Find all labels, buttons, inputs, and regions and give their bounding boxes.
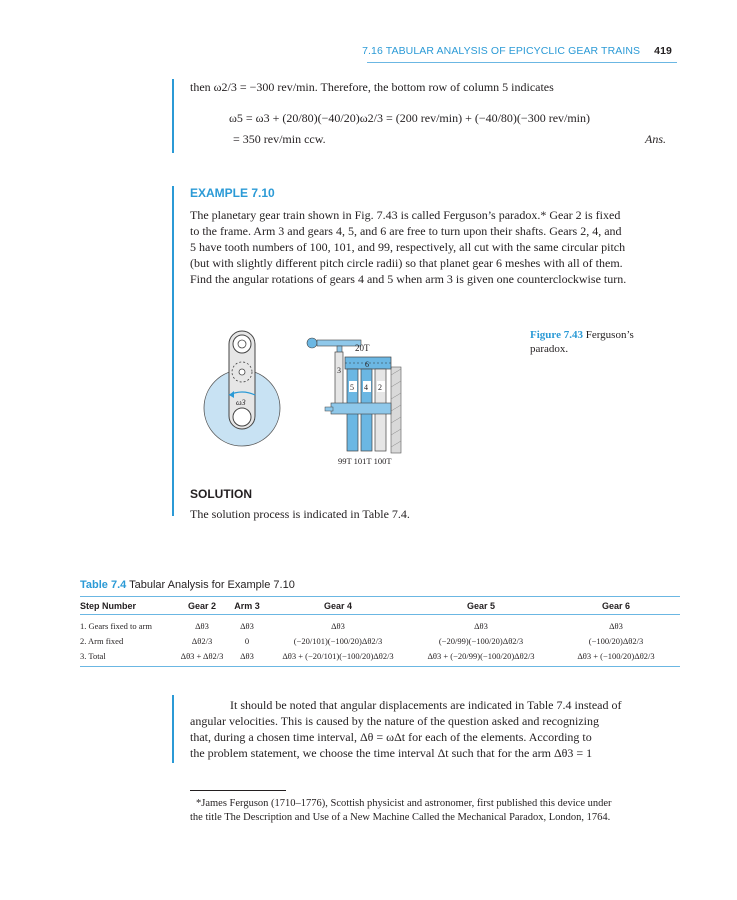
text-line: then ω2/3 = −300 rev/min. Therefore, the bottom row of column 5 indicates	[190, 80, 554, 94]
column-header: Gear 4	[323, 601, 353, 611]
table-cell: Δθ3 + (−20/99)(−100/20)Δθ2/3	[427, 650, 535, 661]
table-cell: Δθ3 + (−20/101)(−100/20)Δθ2/3	[282, 650, 394, 661]
example-title: EXAMPLE 7.10	[190, 186, 275, 200]
solution-text: The solution process is indicated in Table 7.4.	[190, 507, 410, 521]
table-cell: (−20/99)(−100/20)Δθ2/3	[438, 635, 524, 646]
column-header: Gear 6	[601, 601, 631, 611]
table-cell: Δθ3	[240, 620, 254, 631]
footnote-line: *James Ferguson (1710–1776), Scottish physicist and astronomer, first published this device under	[196, 798, 612, 809]
table-cell: Δθ3	[331, 620, 345, 631]
table-label: Table 7.4	[80, 579, 127, 591]
text-line: (but with slightly different pitch circle radii) so that planet gear 6 meshes with all of them.	[190, 256, 623, 270]
table-cell: 3. Total	[80, 650, 106, 661]
table-row	[80, 648, 680, 663]
table-cell: Δθ2/3	[191, 635, 213, 646]
table-header-row	[80, 598, 680, 615]
running-header	[300, 45, 672, 57]
table-cell: Δθ3 + (−100/20)Δθ2/3	[577, 650, 655, 661]
table-cell: Δθ3	[240, 650, 254, 661]
footnote	[190, 797, 680, 825]
column-header: Arm 3	[234, 601, 260, 611]
column-header: Gear 5	[466, 601, 496, 611]
section-title: 7.16 TABULAR ANALYSIS OF EPICYCLIC GEAR TRAINS	[362, 45, 641, 57]
omega-label: ω3	[236, 398, 246, 407]
header-rule	[367, 62, 677, 63]
footnote-rule	[190, 790, 286, 791]
table-cell: Δθ3 + Δθ2/3	[180, 650, 224, 661]
table-cell: 2. Arm fixed	[80, 635, 124, 646]
figure-label: Figure 7.43	[530, 329, 583, 341]
caption-text: Ferguson’s	[585, 329, 634, 341]
text-line: 5 have tooth numbers of 100, 101, and 99, respectively, all cut with the same circular pitch	[190, 240, 626, 254]
margin-bar	[172, 695, 174, 763]
solution-title: SOLUTION	[190, 487, 252, 501]
tooth-count-labels: 99T 101T 100T	[338, 456, 392, 466]
table-cell: (−20/101)(−100/20)Δθ2/3	[293, 635, 383, 646]
label-gear6: 6	[365, 360, 369, 369]
text-line: that, during a chosen time interval, Δθ = ωΔt for each of the elements. According to	[190, 730, 592, 744]
table-cell: Δθ3	[609, 620, 623, 631]
table-cell: 1. Gears fixed to arm	[80, 620, 152, 631]
analysis-table	[80, 598, 680, 667]
text-line: It should be noted that angular displacements are indicated in Table 7.4 instead of	[230, 698, 622, 712]
table-row	[80, 618, 680, 633]
margin-bar	[172, 186, 174, 516]
label-gear5: 5	[350, 383, 354, 392]
label-arm3: 3	[337, 366, 341, 375]
equation-line: ω5 = ω3 + (20/80)(−40/20)ω2/3 = (200 rev/min) + (−40/80)(−300 rev/min)	[229, 111, 591, 125]
margin-bar	[172, 79, 174, 153]
label-gear4: 4	[364, 383, 368, 392]
table-title	[80, 579, 295, 591]
text-line: angular velocities. This is caused by the nature of the question asked and recognizing	[190, 714, 599, 728]
table-rule-top	[80, 596, 680, 597]
table-cell: Δθ3	[474, 620, 488, 631]
text-line: the problem statement, we choose the time interval Δt such that for the arm Δθ3 = 1	[190, 746, 593, 760]
equation-line: = 350 rev/min ccw.	[233, 132, 326, 146]
text-line: Find the angular rotations of gears 4 and 5 when arm 3 is given one counterclockwise turn.	[190, 272, 627, 286]
table-caption: Tabular Analysis for Example 7.10	[129, 579, 295, 591]
body-paragraph	[190, 697, 675, 761]
figure-caption	[530, 328, 634, 356]
column-header: Step Number	[80, 601, 137, 611]
ferguson-paradox-figure	[195, 325, 435, 475]
caption-text: paradox.	[530, 343, 569, 355]
footnote-line: the title The Description and Use of a New Machine Called the Mechanical Paradox, London, 1764.	[190, 812, 611, 823]
page-number: 419	[654, 45, 672, 57]
label-20T: 20T	[355, 343, 370, 353]
answer-label: Ans.	[645, 132, 666, 146]
table-cell: 0	[244, 635, 250, 646]
table-cell: (−100/20)Δθ2/3	[588, 635, 644, 646]
label-gear2: 2	[378, 383, 382, 392]
column-header: Gear 2	[187, 601, 217, 611]
example-text	[190, 207, 675, 287]
table-cell: Δθ3	[195, 620, 209, 631]
text-line: The planetary gear train shown in Fig. 7.43 is called Ferguson’s paradox.* Gear 2 is fixed	[190, 208, 621, 222]
text-line: to the frame. Arm 3 and gears 4, 5, and 6 are free to turn upon their shafts. Gears 2, 4, and	[190, 224, 622, 238]
table-row	[80, 633, 680, 648]
